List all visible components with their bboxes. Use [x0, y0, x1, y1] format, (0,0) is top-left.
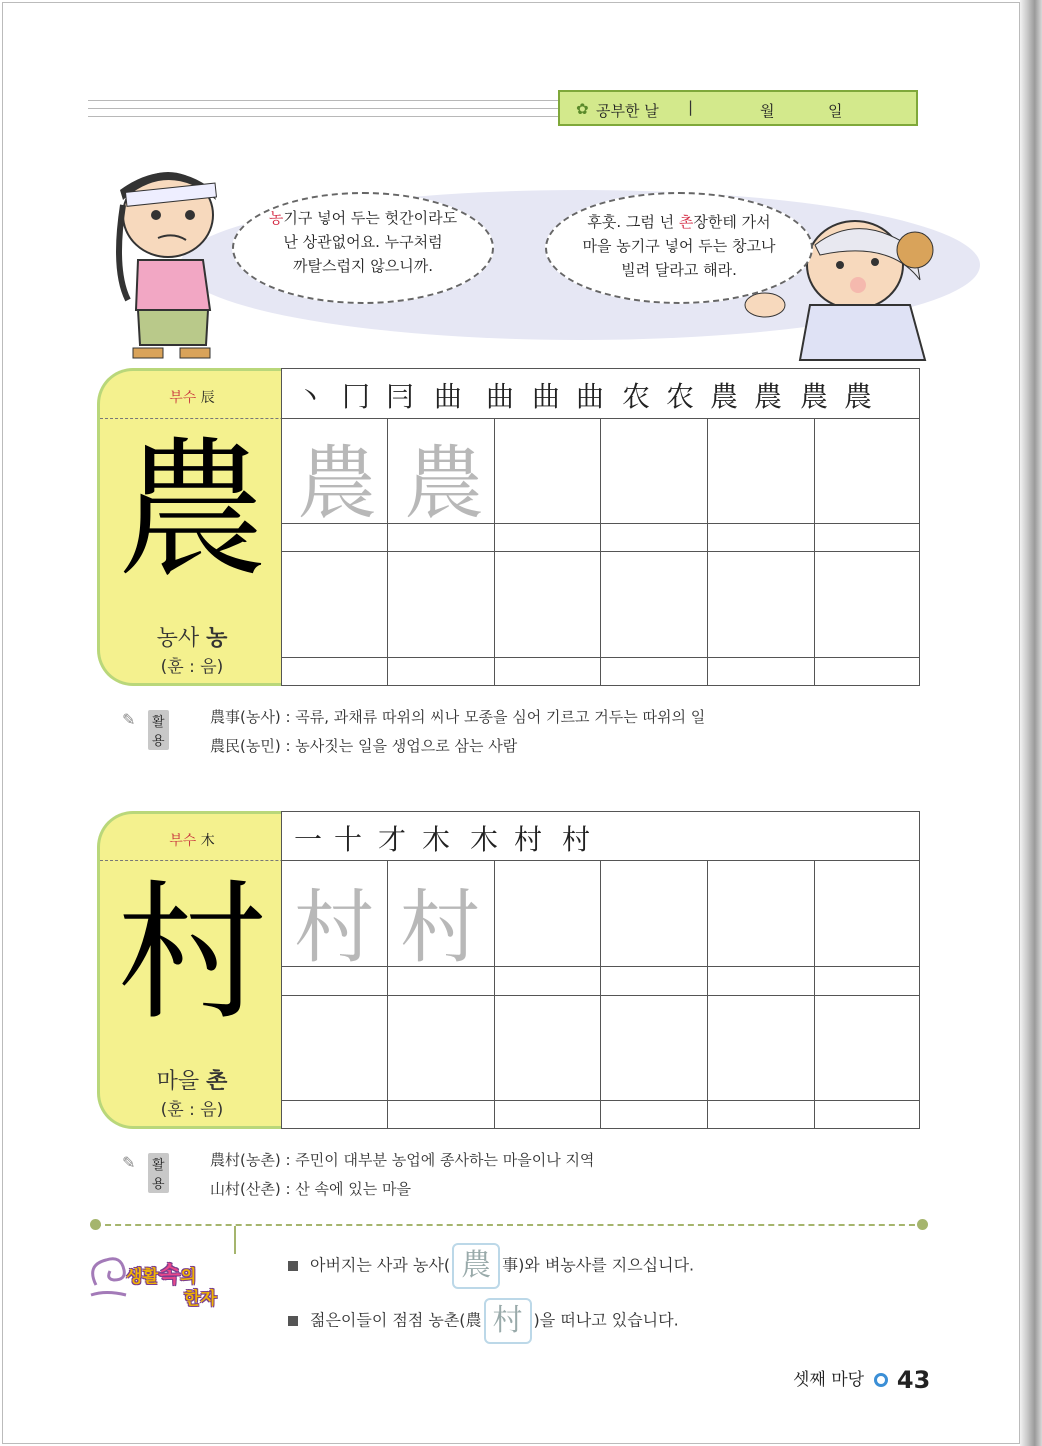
divider-tick [234, 1226, 236, 1254]
usage-line: 農村(농촌) : 주민이 대부분 농업에 종사하는 마을이나 지역 [210, 1151, 595, 1169]
hun-eum-label: (훈 : 음) [160, 657, 224, 677]
bubble-line: 기구 넣어 두는 헛간이라도 [283, 209, 458, 227]
header-dotted-lines [88, 93, 558, 123]
divider-dot [917, 1219, 928, 1230]
example-sentence: 젊은이들이 점점 농촌(農 村 )을 떠나고 있습니다. [288, 1298, 679, 1344]
stroke-step: 一 [294, 823, 323, 856]
pencil-icon: ✎ [122, 1153, 136, 1172]
example-sentence: 아버지는 사과 농사( 農 事)와 벼농사를 지으십니다. [288, 1243, 694, 1289]
usage-examples [210, 1146, 594, 1204]
stroke-step: 村 [562, 823, 591, 856]
trace-char: 農 [404, 437, 484, 530]
title-part: 생활 [126, 1267, 159, 1287]
bullet-square-icon [288, 1261, 298, 1271]
page-number: 43 [896, 1366, 931, 1394]
usage-line: 山村(산촌) : 산 속에 있는 마을 [210, 1180, 412, 1198]
answer-box[interactable]: 村 [484, 1298, 532, 1344]
usage-line: 農民(농민) : 농사짓는 일을 생업으로 삼는 사람 [210, 737, 518, 755]
stroke-step: 十 [334, 823, 363, 856]
stroke-step: 農 [710, 380, 739, 413]
usage-line: 農事(농사) : 곡류, 과채류 따위의 씨나 모종을 심어 기르고 거두는 따위의 일 [210, 708, 706, 726]
highlight-char: 농 [268, 209, 284, 227]
life-hanja-title [96, 1250, 226, 1310]
trace-char: 村 [294, 881, 374, 974]
hun-eum-label: (훈 : 음) [160, 1100, 224, 1120]
stroke-step: 曲 [576, 380, 605, 413]
title-part: 의 [180, 1267, 197, 1287]
stroke-step: 農 [800, 380, 829, 413]
answer-box[interactable]: 農 [452, 1243, 500, 1289]
title-part: 한자 [184, 1289, 217, 1309]
stroke-step: 曲 [486, 380, 515, 413]
writing-grid[interactable] [281, 860, 920, 1129]
bubble-line: 까탈스럽지 않으니까. [293, 257, 433, 275]
stroke-step: 丶 [296, 380, 325, 413]
arrow-circle-icon [874, 1373, 888, 1387]
meaning-sound: 농사 농 [156, 626, 228, 651]
char-panel-chon [97, 811, 281, 1129]
study-label: 공부한 날 [596, 102, 659, 120]
month-label: 월 [760, 102, 775, 120]
page-edge [1020, 0, 1042, 1446]
page-footer [793, 1365, 930, 1394]
pencil-icon: ✎ [122, 710, 136, 729]
bullet-square-icon [288, 1316, 298, 1326]
day-label: 일 [828, 102, 843, 120]
main-hanja: 農 [116, 424, 267, 598]
highlight-char: 촌 [678, 213, 694, 231]
right-speech-bubble [545, 192, 813, 304]
divider: | [688, 98, 694, 116]
title-part: 속 [158, 1263, 181, 1288]
trace-char: 農 [297, 437, 377, 530]
stroke-step: 曲 [532, 380, 561, 413]
boy-character-illustration [98, 160, 248, 365]
stroke-step: 村 [514, 823, 543, 856]
stroke-step: 冂 [342, 380, 371, 413]
stroke-step: 農 [754, 380, 783, 413]
stroke-step: 木 [422, 823, 451, 856]
stroke-step: 才 [378, 823, 407, 856]
stroke-step: 木 [470, 823, 499, 856]
stroke-step: 曲 [434, 380, 463, 413]
section-label: 셋째 마당 [793, 1370, 865, 1390]
bubble-line: 난 상관없어요. 누구처럼 [283, 233, 443, 251]
stroke-step: 冃 [386, 380, 415, 413]
usage-examples [210, 703, 705, 761]
radical-info: 부수 辰 [169, 390, 215, 406]
divider-dot [90, 1219, 101, 1230]
study-date-box [558, 90, 918, 126]
meaning-sound: 마을 촌 [156, 1069, 228, 1094]
trace-char: 村 [400, 881, 480, 974]
stroke-step: 农 [622, 380, 651, 413]
writing-grid[interactable] [281, 418, 920, 686]
radical-info: 부수 木 [169, 833, 215, 849]
stroke-step: 農 [844, 380, 873, 413]
bubble-text: 장한테 가서 [693, 213, 771, 231]
main-hanja: 村 [116, 867, 267, 1041]
stroke-step: 农 [666, 380, 695, 413]
stroke-order-row [281, 811, 920, 861]
char-panel-nong [97, 368, 281, 686]
stroke-order-row [281, 368, 920, 418]
left-speech-bubble [232, 192, 494, 304]
section-divider [95, 1224, 925, 1226]
bubble-text: 후훗. 그럼 넌 [587, 213, 679, 231]
flower-icon: ✿ [576, 100, 589, 118]
bubble-line: 빌려 달라고 해라. [621, 261, 737, 279]
bubble-line: 마을 농기구 넣어 두는 창고나 [582, 237, 776, 255]
